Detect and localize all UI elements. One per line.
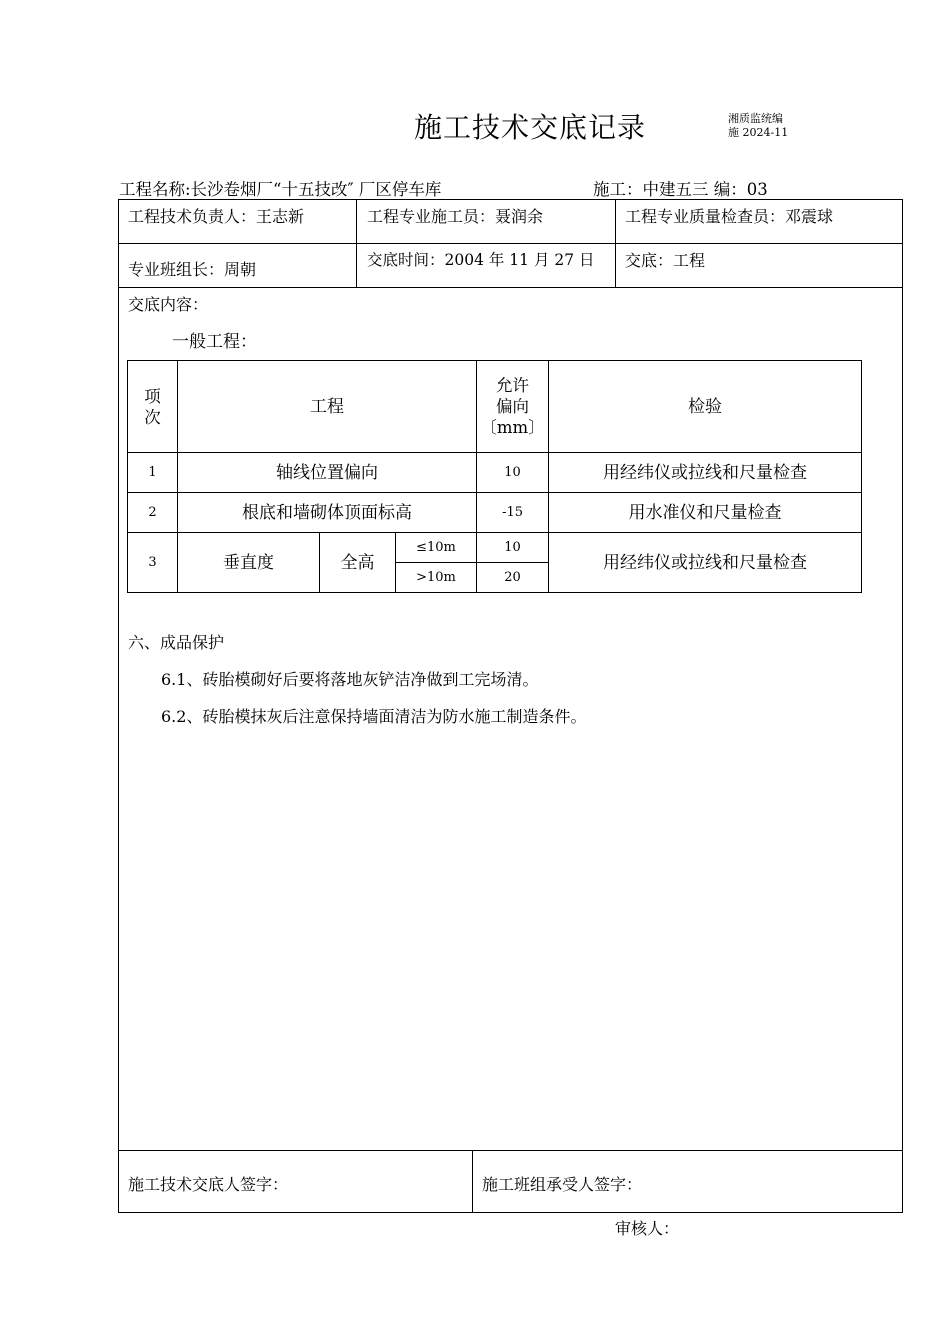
info-bottom-divider	[118, 287, 903, 288]
info-col-divider-1	[356, 199, 357, 287]
form-code-line2: 施 2024-11	[728, 126, 789, 139]
row-project: 轴线位置偏向	[178, 453, 477, 493]
row-no: 1	[128, 453, 178, 493]
row-tolerance: -15	[477, 493, 549, 533]
tech-lead: 工程技术负责人：王志新	[128, 207, 305, 226]
tech-signature-label: 施工技术交底人签字：	[128, 1175, 289, 1194]
table-row	[128, 533, 862, 563]
info-row-divider	[118, 243, 903, 244]
row-method: 用经纬仪或拉线和尺量检查	[549, 533, 862, 593]
row-tolerance: 20	[477, 563, 549, 593]
handover-time: 交底时间：2004 年 11 月 27 日	[367, 251, 595, 269]
page-title: 施工技术交底记录	[414, 111, 647, 144]
tolerance-table	[127, 360, 862, 593]
protection-item: 6.2、砖胎模抹灰后注意保持墙面清洁为防水施工制造条件。	[161, 707, 587, 726]
protection-item: 6.1、砖胎模砌好后要将落地灰铲洁净做到工完场清。	[161, 670, 539, 689]
content-label: 交底内容：	[128, 295, 209, 314]
row-method: 用水准仪和尺量检查	[549, 493, 862, 533]
header-method: 检验	[549, 361, 862, 453]
table-row	[128, 493, 862, 533]
reviewer-label: 审核人：	[615, 1219, 680, 1238]
row-no: 3	[128, 533, 178, 593]
header-item-line1: 项	[144, 386, 161, 406]
general-label: 一般工程：	[172, 332, 257, 352]
protection-heading: 六、成品保护	[128, 633, 225, 652]
team-signature-label: 施工班组承受人签字：	[482, 1175, 643, 1194]
quality-inspector: 工程专业质量检查员：邓震球	[625, 207, 834, 226]
form-code-line1: 湘质监统编	[728, 112, 783, 125]
header-tol-line3: 〔mm〕	[480, 418, 545, 437]
header-project: 工程	[178, 361, 477, 453]
header-item-line2: 次	[144, 407, 161, 427]
team-leader: 专业班组长：周朝	[128, 260, 257, 279]
construction-info: 施工：中建五三 编：03	[593, 180, 768, 199]
specialist: 工程专业施工员：聂润余	[367, 207, 544, 226]
row-tolerance: 10	[477, 533, 549, 563]
signature-col-divider	[472, 1150, 473, 1213]
row-condition: ≤10m	[396, 533, 477, 563]
row-project: 根底和墙砌体顶面标高	[178, 493, 477, 533]
row-sub: 全高	[320, 533, 396, 593]
row-project: 垂直度	[178, 533, 320, 593]
row-method: 用经纬仪或拉线和尺量检查	[549, 453, 862, 493]
table-header-row	[128, 361, 862, 453]
table-row	[128, 453, 862, 493]
row-tolerance: 10	[477, 453, 549, 493]
signature-divider	[118, 1150, 903, 1151]
header-tolerance	[477, 361, 549, 453]
header-item	[128, 361, 178, 453]
project-name: 工程名称:长沙卷烟厂“十五技改″ 厂区停车库	[119, 180, 442, 199]
row-no: 2	[128, 493, 178, 533]
handover-item: 交底：工程	[625, 251, 706, 270]
info-col-divider-2	[615, 199, 616, 287]
header-tol-line1: 允许	[496, 376, 530, 395]
header-tol-line2: 偏向	[496, 397, 530, 416]
row-condition: >10m	[396, 563, 477, 593]
